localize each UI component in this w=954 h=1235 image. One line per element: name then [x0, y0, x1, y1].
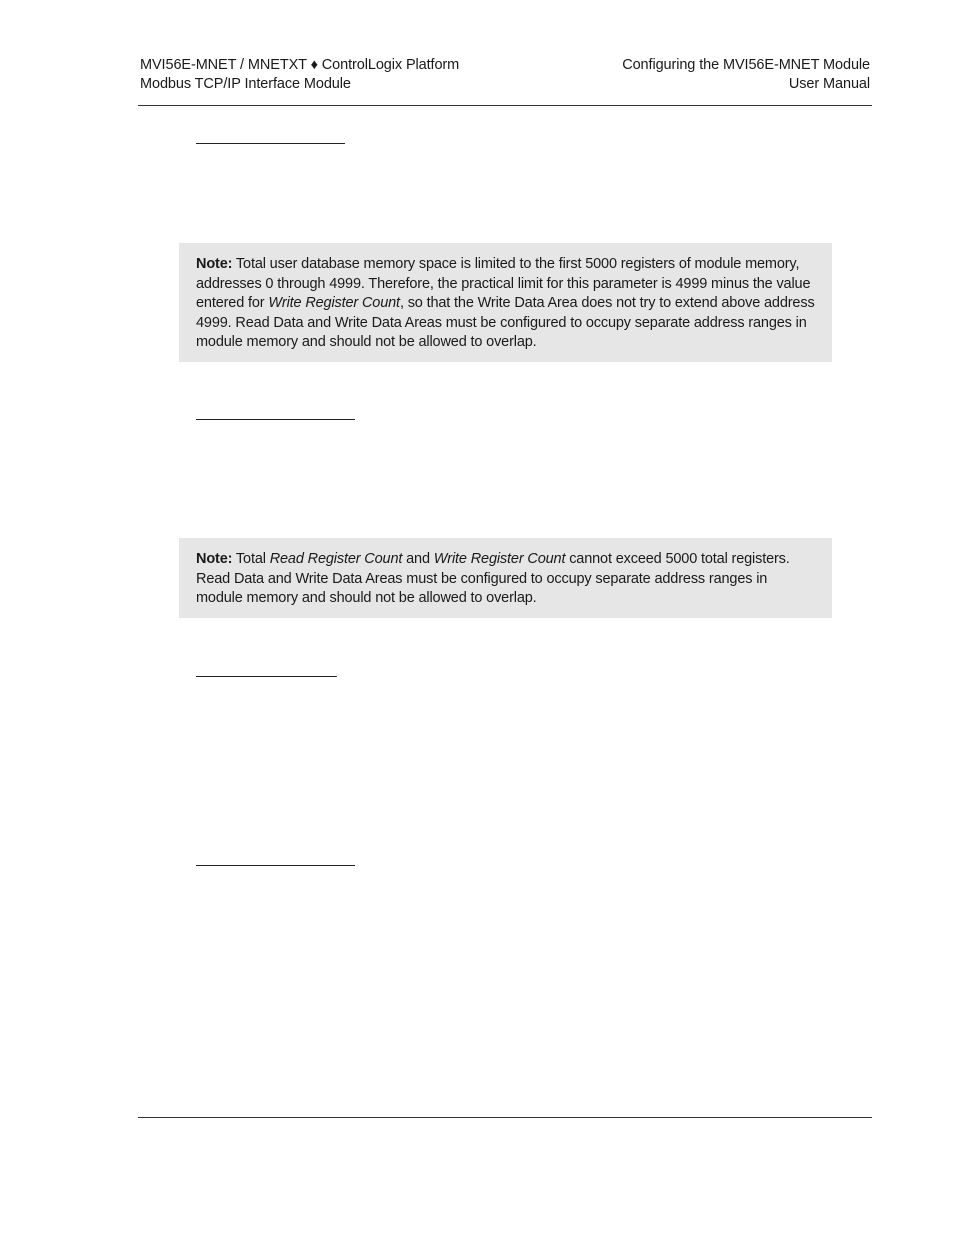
header-product-title: MVI56E-MNET / MNETXT ♦ ControlLogix Platform [140, 57, 460, 73]
note-emphasis: Write Register Count [433, 551, 566, 567]
note-text: cannot exceed 5000 total registers. Read Data and Write Data Areas must be configured to occupy separate address ranges in module memory and should not be allowed to overlap. [196, 551, 790, 607]
section-heading-underline-2 [196, 419, 355, 420]
section-heading-underline-3 [196, 676, 337, 677]
header-product-subtitle: Modbus TCP/IP Interface Module [140, 76, 351, 92]
section-heading-underline-1 [196, 143, 345, 144]
header-divider [138, 105, 872, 106]
note-box-1 [179, 243, 832, 362]
note-text: Total [232, 551, 270, 567]
note-text: Total user database memory space is limited to the first 5000 registers of module memory, addresses 0 through 4999. Therefore, the practical limit for this parameter is 4999 minus the value entered for [196, 256, 811, 312]
header-document-type: User Manual [788, 76, 870, 92]
running-header-right [622, 56, 870, 94]
note-label: Note: [196, 551, 233, 567]
note-box-2 [179, 538, 832, 618]
section-heading-underline-4 [196, 865, 355, 866]
footer-divider [138, 1117, 872, 1118]
header-chapter-title: Configuring the MVI56E-MNET Module [622, 57, 870, 73]
note-text: and [402, 551, 434, 567]
note-label: Note: [196, 256, 233, 272]
note-emphasis: Read Register Count [269, 551, 403, 567]
running-header-left [140, 56, 459, 94]
note-emphasis: Write Register Count [268, 295, 400, 312]
note-text: , so that the Write Data Area does not try to extend above address 4999. Read Data and Write Data Areas must be configured to occupy separate address ranges in module memory and should not be allowed to overlap. [196, 295, 815, 351]
